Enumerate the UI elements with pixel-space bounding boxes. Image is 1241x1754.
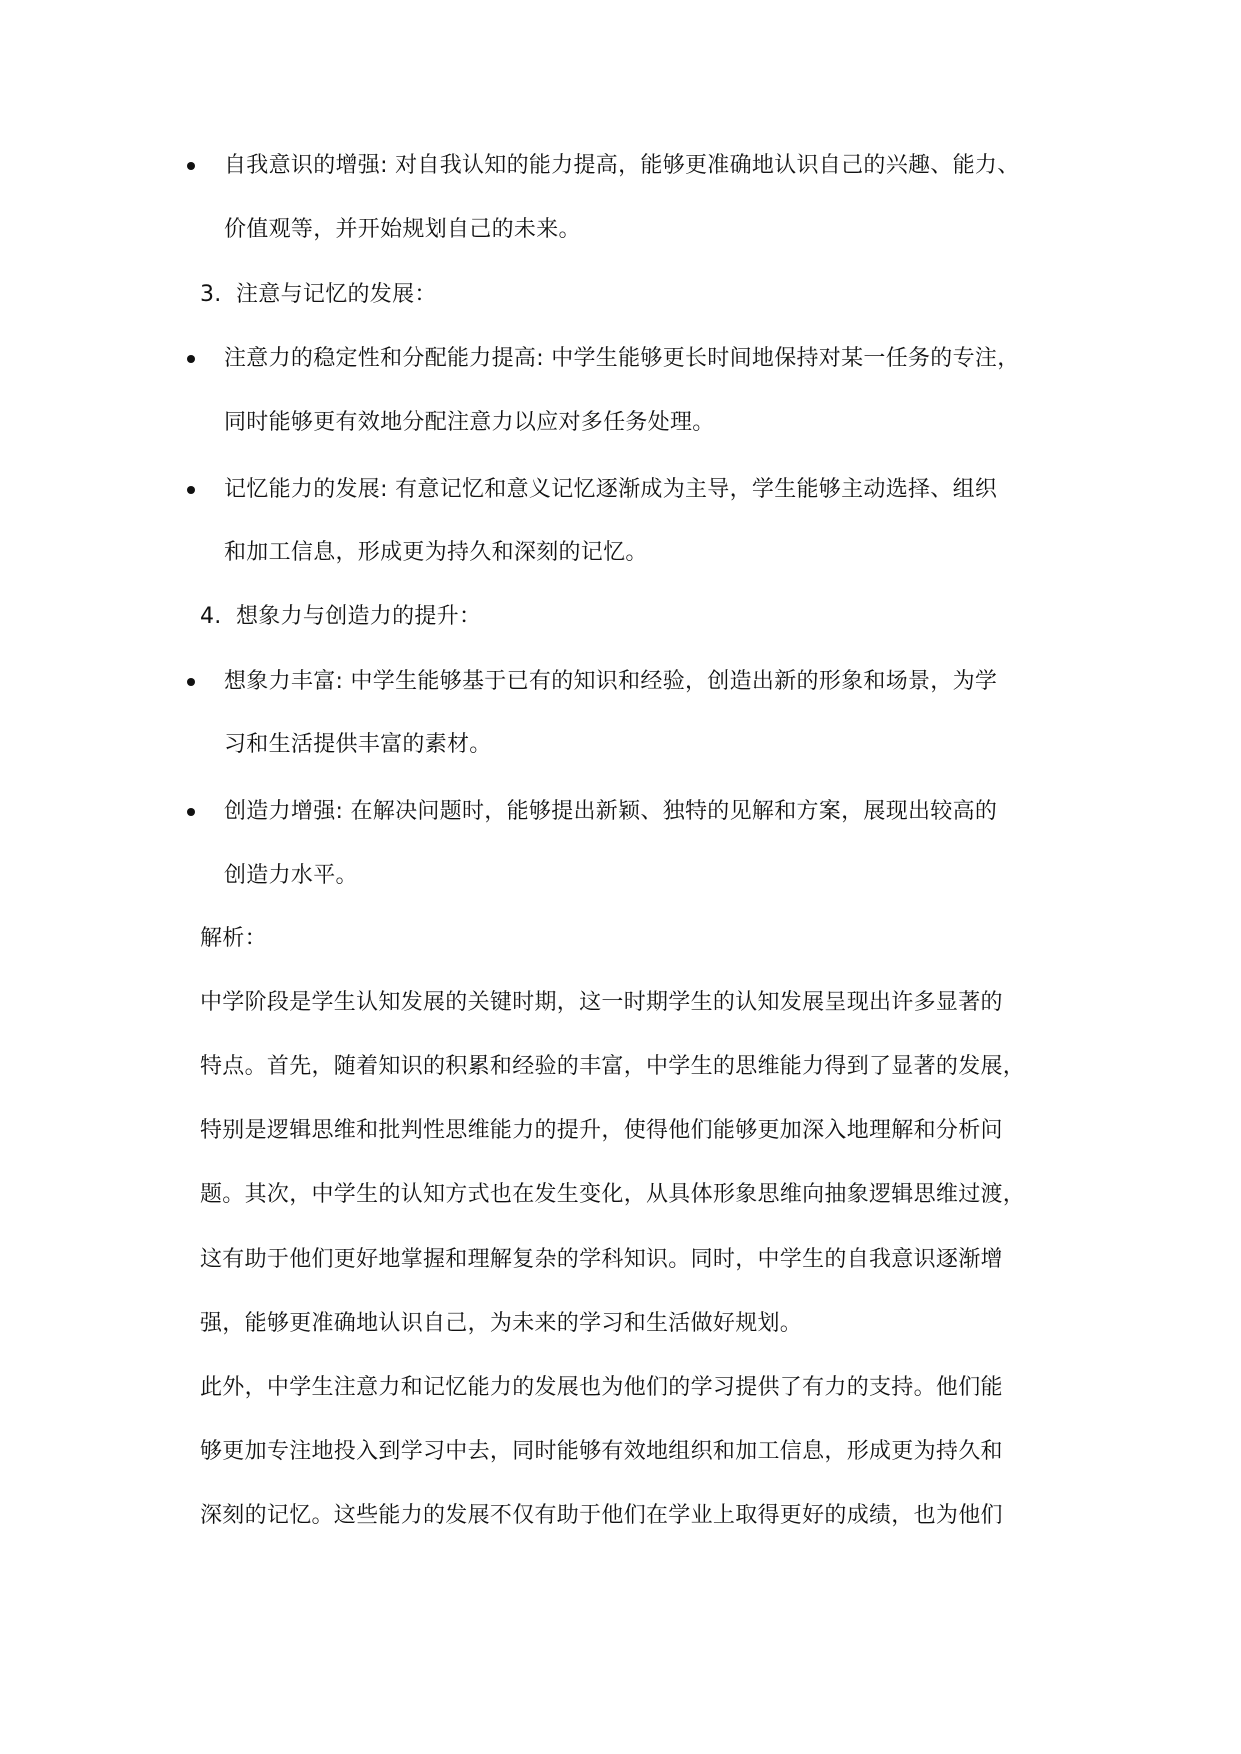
bullet-4-line-1: 想象力丰富: 中学生能够基于已有的知识和经验，创造出新的形象和场景，为学 [224, 669, 998, 694]
analysis-heading: 解析： [200, 926, 267, 951]
paragraph-2-line-3: 深刻的记忆。这些能力的发展不仅有助于他们在学业上取得更好的成绩，也为他们 [200, 1503, 1003, 1528]
bullet-dot [187, 162, 195, 170]
paragraph-1-line-1: 中学阶段是学生认知发展的关键时期，这一时期学生的认知发展呈现出许多显著的 [200, 990, 1003, 1015]
paragraph-1-line-6: 强，能够更准确地认识自己，为未来的学习和生活做好规划。 [200, 1311, 803, 1336]
bullet-4-line-2: 习和生活提供丰富的素材。 [224, 732, 492, 757]
bullet-2-line-2: 同时能够更有效地分配注意力以应对多任务处理。 [224, 410, 715, 435]
bullet-1-line-2: 价值观等，并开始规划自己的未来。 [224, 217, 581, 242]
paragraph-2-line-2: 够更加专注地投入到学习中去，同时能够有效地组织和加工信息，形成更为持久和 [200, 1439, 1003, 1464]
bullet-3-line-2: 和加工信息，形成更为持久和深刻的记忆。 [224, 540, 648, 565]
bullet-1-line-1: 自我意识的增强: 对自我认知的能力提高，能够更准确地认识自己的兴趣、能力、 [224, 153, 1020, 178]
section-4-number: 4. [200, 604, 222, 629]
paragraph-1-line-2: 特点。首先，随着知识的积累和经验的丰富，中学生的思维能力得到了显著的发展， [200, 1054, 1026, 1079]
section-4-title: 想象力与创造力的提升： [236, 604, 482, 629]
section-3-number: 3. [200, 282, 222, 307]
paragraph-1-line-5: 这有助于他们更好地掌握和理解复杂的学科知识。同时，中学生的自我意识逐渐增 [200, 1247, 1003, 1272]
bullet-2-line-1: 注意力的稳定性和分配能力提高: 中学生能够更长时间地保持对某一任务的专注， [224, 346, 1020, 371]
bullet-dot [187, 486, 195, 494]
section-3-title: 注意与记忆的发展： [236, 282, 437, 307]
bullet-3-line-1: 记忆能力的发展: 有意记忆和意义记忆逐渐成为主导，学生能够主动选择、组织 [224, 477, 998, 502]
bullet-dot [187, 808, 195, 816]
bullet-5-line-1: 创造力增强: 在解决问题时，能够提出新颖、独特的见解和方案，展现出较高的 [224, 799, 998, 824]
bullet-dot [187, 678, 195, 686]
bullet-dot [187, 355, 195, 363]
bullet-5-line-2: 创造力水平。 [224, 863, 358, 888]
paragraph-2-line-1: 此外，中学生注意力和记忆能力的发展也为他们的学习提供了有力的支持。他们能 [200, 1375, 1003, 1400]
paragraph-1-line-4: 题。其次，中学生的认知方式也在发生变化，从具体形象思维向抽象逻辑思维过渡， [200, 1182, 1026, 1207]
paragraph-1-line-3: 特别是逻辑思维和批判性思维能力的提升，使得他们能够更加深入地理解和分析问 [200, 1118, 1003, 1143]
